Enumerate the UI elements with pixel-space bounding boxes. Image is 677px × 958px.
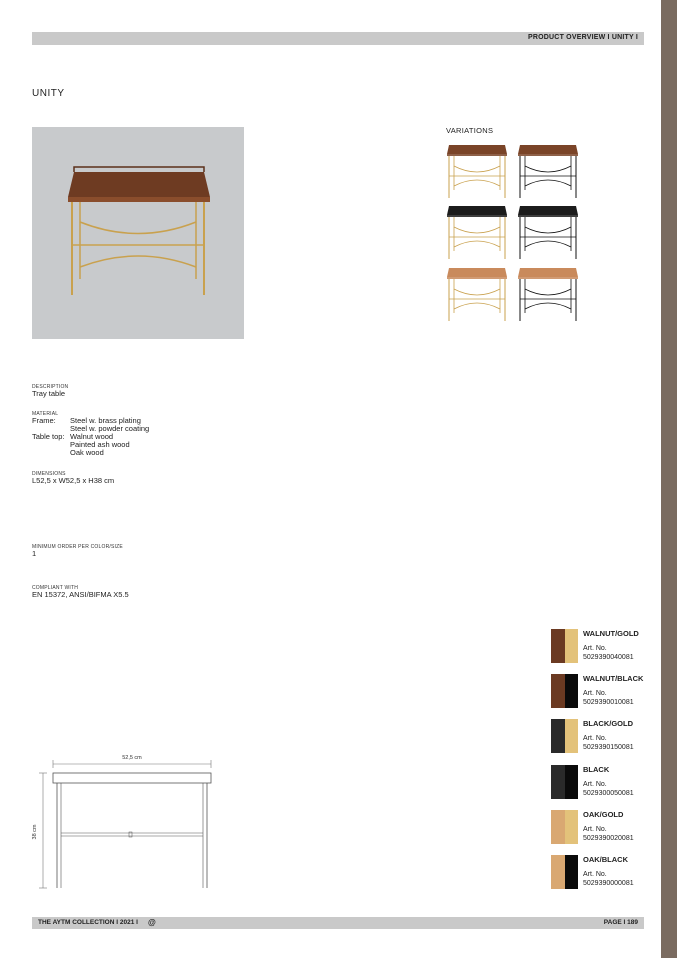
- color-swatch: [551, 855, 578, 889]
- material-key: Frame:: [32, 416, 56, 425]
- swatch-name: WALNUT/GOLD: [583, 629, 639, 638]
- footer-bar: [32, 917, 644, 929]
- variation-thumbnail: [517, 205, 579, 261]
- dimensions-value: L52,5 x W52,5 x H38 cm: [32, 476, 115, 485]
- color-swatch: [551, 674, 578, 708]
- material-key: Table top:: [32, 432, 65, 441]
- height-label: 38 cm: [32, 824, 38, 840]
- swatch-art-number: 5029300050081: [583, 790, 634, 797]
- technical-drawing: [28, 748, 228, 898]
- swatch-art-number: 5029390020081: [583, 835, 634, 842]
- material-value: Steel w. brass plating: [70, 416, 141, 425]
- swatch-name: OAK/BLACK: [583, 855, 628, 864]
- variation-thumbnail: [446, 267, 508, 323]
- swatch-item: [551, 674, 651, 708]
- dimensions-label: DIMENSIONS: [32, 471, 66, 477]
- material-block: [32, 411, 149, 457]
- swatch-art-label: Art. No.: [583, 781, 607, 788]
- swatch-art-label: Art. No.: [583, 826, 607, 833]
- description-value: Tray table: [32, 389, 66, 398]
- swatch-art-label: Art. No.: [583, 871, 607, 878]
- swatch-item: [551, 629, 651, 663]
- material-row-frame: [32, 417, 149, 433]
- variation-thumbnail: [446, 144, 508, 200]
- swatch-art-label: Art. No.: [583, 645, 607, 652]
- description-block: [32, 384, 68, 398]
- swatch-art-number: 5029390000081: [583, 880, 634, 887]
- min-order-label: MINIMUM ORDER PER COLOR/SIZE: [32, 544, 123, 550]
- compliant-value: EN 15372, ANSI/BIFMA X5.5: [32, 590, 129, 599]
- swatch-name: BLACK: [583, 765, 610, 774]
- color-swatch: [551, 629, 578, 663]
- material-value: Painted ash wood: [70, 440, 130, 449]
- dimension-drawing: [28, 748, 228, 898]
- swatch-item: [551, 810, 651, 844]
- swatch-name: WALNUT/BLACK: [583, 674, 644, 683]
- side-strip: [661, 0, 677, 958]
- variation-thumbnail: [517, 267, 579, 323]
- page-title: UNITY: [32, 88, 65, 99]
- swatch-item: [551, 855, 651, 889]
- variations-label: VARIATIONS: [446, 126, 494, 135]
- swatch-name: OAK/GOLD: [583, 810, 624, 819]
- swatch-item: [551, 719, 651, 753]
- swatch-art-label: Art. No.: [583, 690, 607, 697]
- dimensions-block: [32, 471, 114, 485]
- color-swatch: [551, 810, 578, 844]
- min-order-value: 1: [32, 549, 37, 558]
- material-value: Walnut wood: [70, 432, 114, 441]
- material-row-tabletop: [32, 433, 149, 457]
- material-label: MATERIAL: [32, 411, 59, 417]
- swatch-item: [551, 765, 651, 799]
- swatch-art-number: 5029390010081: [583, 699, 634, 706]
- tray-table-illustration: [32, 127, 244, 339]
- compliant-block: [32, 585, 129, 599]
- swatch-art-number: 5029390040081: [583, 654, 634, 661]
- compliant-label: COMPLIANT WITH: [32, 585, 79, 591]
- swatch-art-label: Art. No.: [583, 735, 607, 742]
- description-label: DESCRIPTION: [32, 384, 69, 390]
- color-swatch: [551, 719, 578, 753]
- brand-logo-icon: @: [148, 918, 156, 927]
- material-value: Oak wood: [70, 448, 104, 457]
- width-label: 52,5 cm: [122, 755, 142, 761]
- header-bar: [32, 32, 644, 45]
- product-photo: [32, 127, 244, 339]
- footer-page-number: PAGE I 189: [603, 919, 638, 926]
- color-swatch: [551, 765, 578, 799]
- variation-thumbnail: [446, 205, 508, 261]
- material-value: Steel w. powder coating: [70, 424, 150, 433]
- footer-collection: THE AYTM COLLECTION I 2021 I: [38, 919, 138, 926]
- swatch-art-number: 5029390150081: [583, 744, 634, 751]
- variation-thumbnail: [517, 144, 579, 200]
- min-order-block: [32, 544, 123, 558]
- swatch-name: BLACK/GOLD: [583, 719, 633, 728]
- header-text: PRODUCT OVERVIEW I UNITY I: [528, 34, 638, 41]
